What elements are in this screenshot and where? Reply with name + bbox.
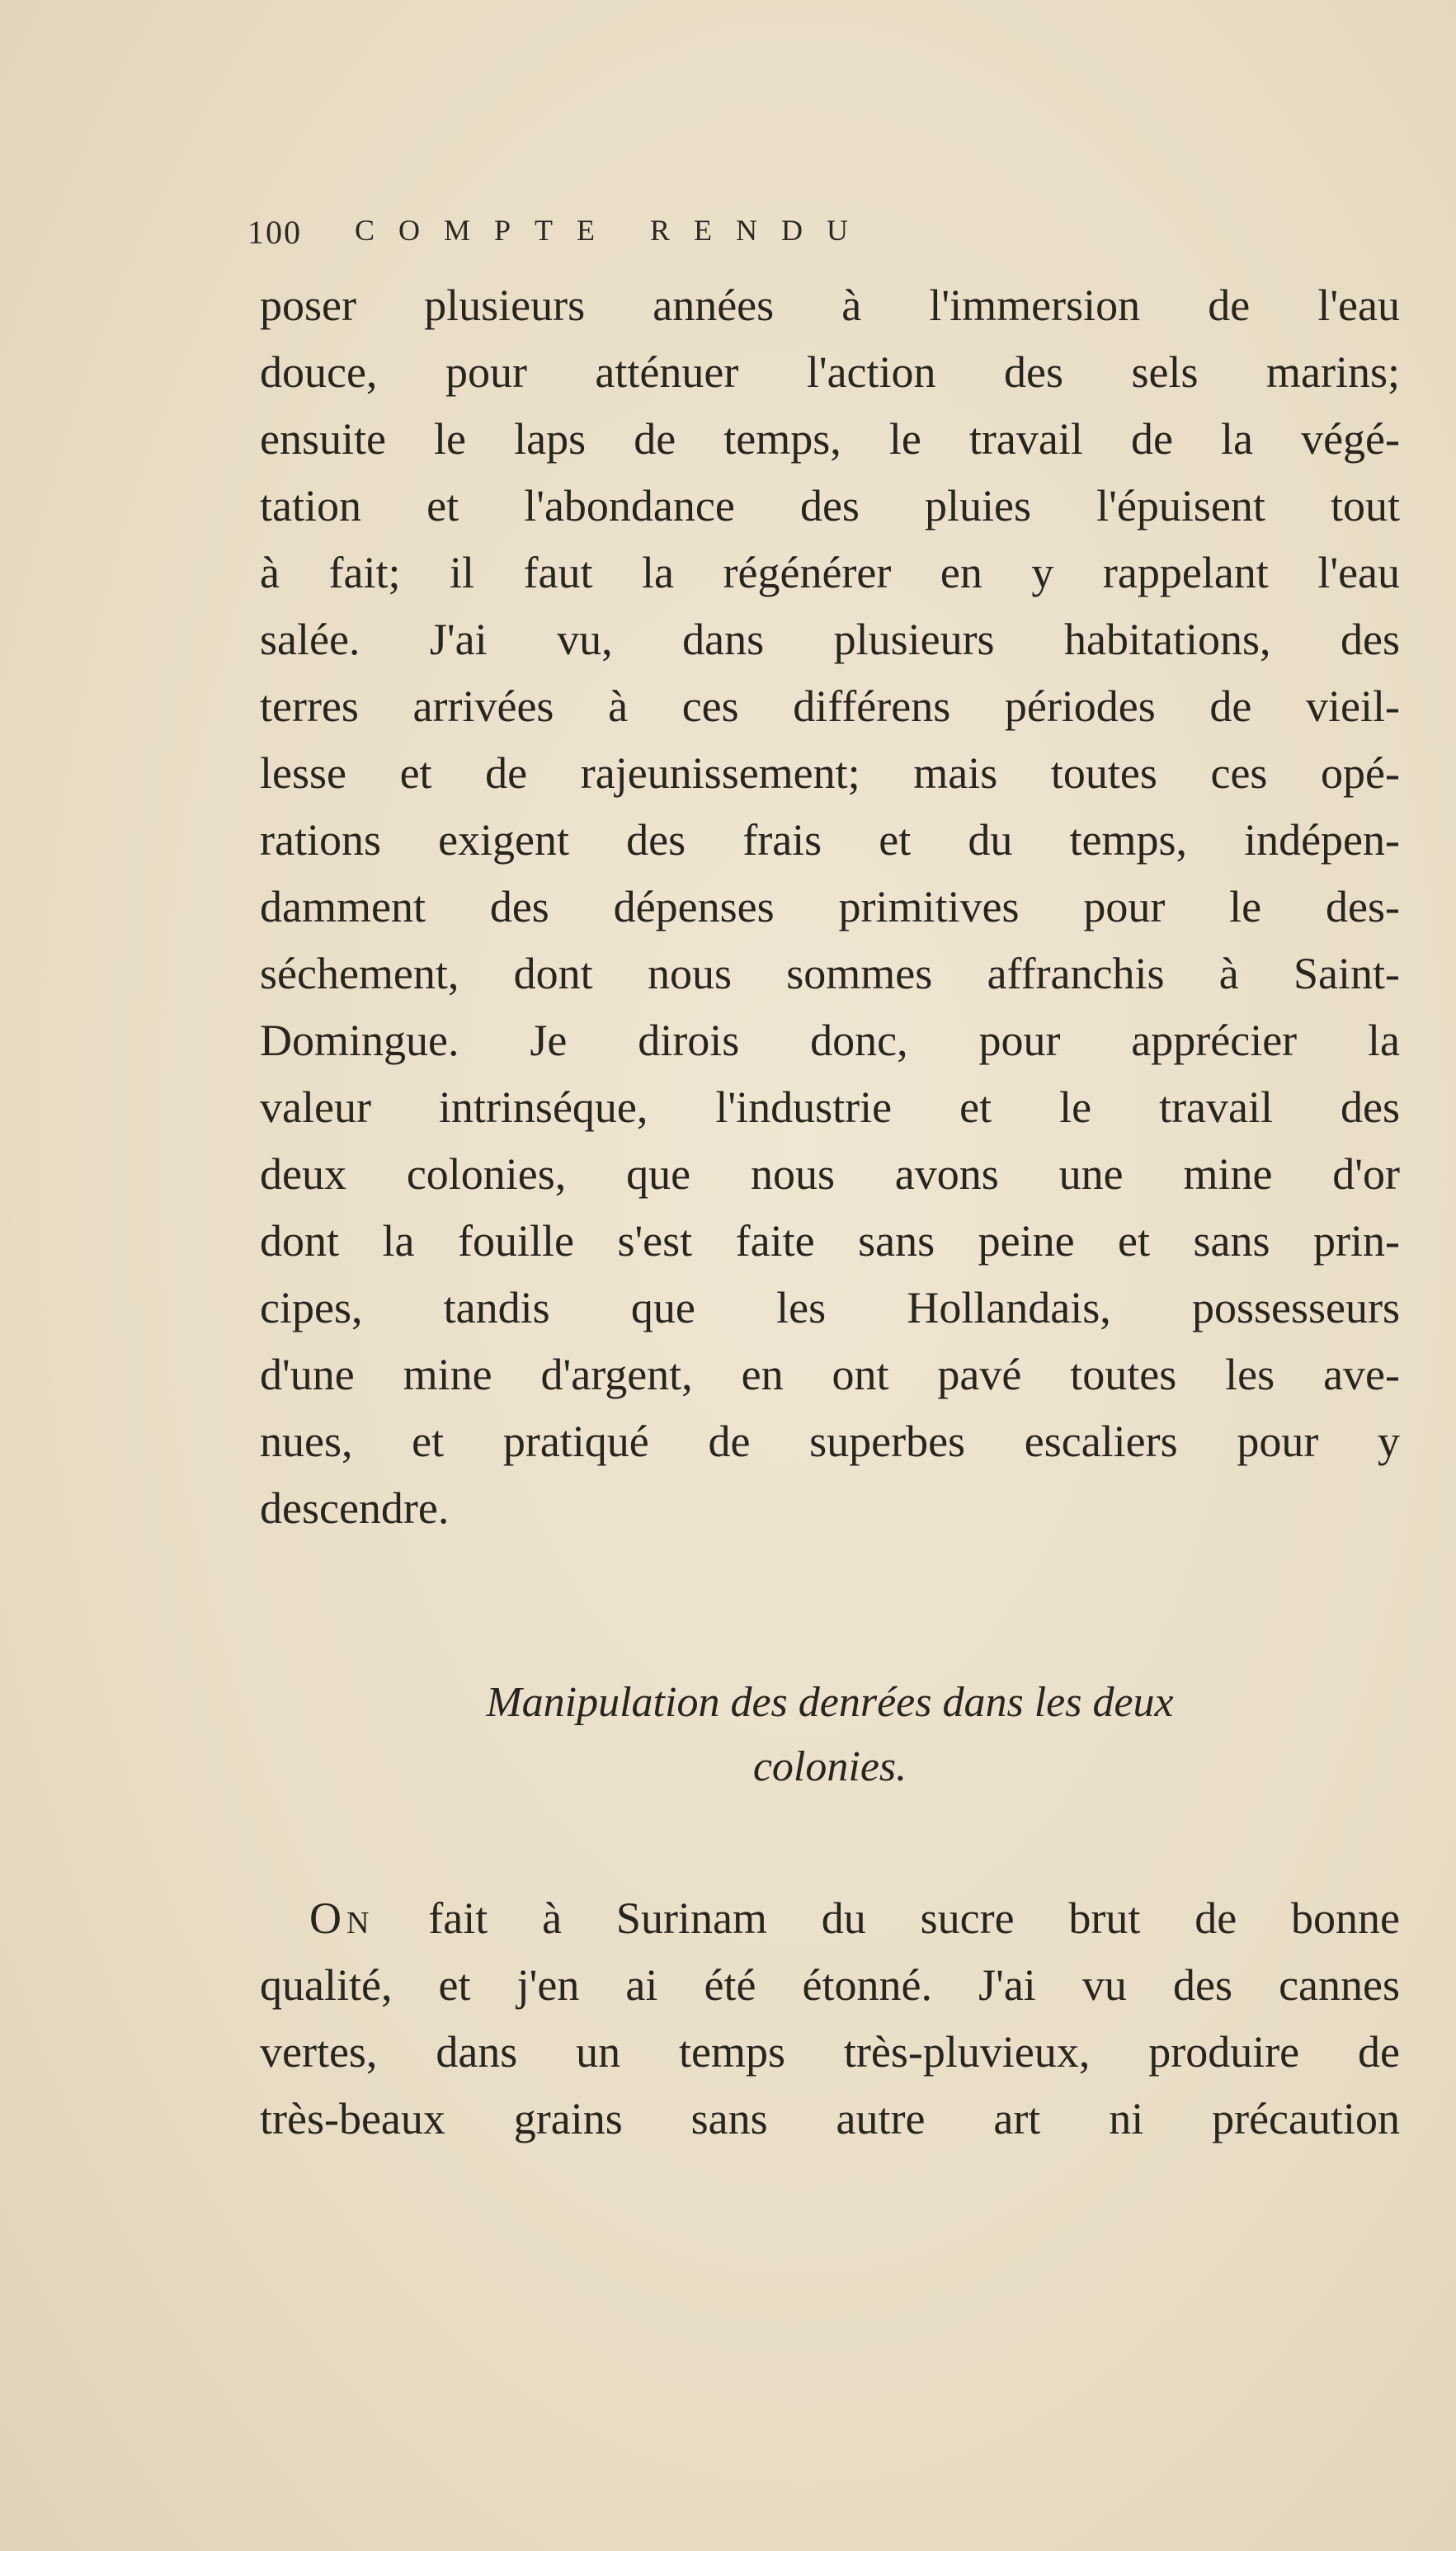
text-line: qualité, et j'en ai été étonné. J'ai vu des cannes — [260, 1960, 1400, 2010]
running-title: COMPTE RENDU — [355, 214, 873, 247]
text-line: damment des dépenses primitives pour le des- — [260, 882, 1400, 931]
section-heading-line: Manipulation des denrées dans les deux — [486, 1679, 1174, 1726]
paragraph-new — [260, 1885, 1400, 2153]
text-line: douce, pour atténuer l'action des sels marins; — [260, 347, 1400, 397]
text-line: rations exigent des frais et du temps, indépen- — [260, 815, 1400, 865]
section-heading — [260, 1671, 1400, 1799]
text-line: cipes, tandis que les Hollandais, possesseurs — [260, 1283, 1400, 1332]
text-line: poser plusieurs années à l'immersion de l'eau — [260, 281, 1400, 330]
drop-lead: On — [309, 1893, 375, 1943]
text-line-rest: fait à Surinam du sucre brut de bonne — [374, 1893, 1400, 1943]
paragraph-continued — [260, 272, 1400, 1542]
page-number: 100 — [247, 214, 302, 251]
text-line-first — [260, 1885, 1400, 1952]
text-line: à fait; il faut la régénérer en y rappelant l'eau — [260, 548, 1400, 597]
text-line: d'une mine d'argent, en ont pavé toutes les ave- — [260, 1350, 1400, 1399]
text-line: nues, et pratiqué de superbes escaliers pour y — [260, 1417, 1400, 1466]
text-line: Domingue. Je dirois donc, pour apprécier la — [260, 1016, 1400, 1065]
text-line: très-beaux grains sans autre art ni précaution — [260, 2094, 1400, 2143]
running-head — [247, 213, 1155, 262]
text-line: valeur intrinséque, l'industrie et le travail des — [260, 1082, 1400, 1132]
text-line: ensuite le laps de temps, le travail de la végé- — [260, 414, 1400, 464]
text-line: terres arrivées à ces différens périodes de vieil- — [260, 681, 1400, 731]
text-line: séchement, dont nous sommes affranchis à Saint- — [260, 949, 1400, 998]
text-line: deux colonies, que nous avons une mine d'or — [260, 1149, 1400, 1199]
text-line: vertes, dans un temps très-pluvieux, produire de — [260, 2027, 1400, 2077]
text-line: salée. J'ai vu, dans plusieurs habitations, des — [260, 615, 1400, 664]
text-line: descendre. — [260, 1483, 450, 1533]
text-line: dont la fouille s'est faite sans peine et sans prin- — [260, 1216, 1400, 1266]
text-line: lesse et de rajeunissement; mais toutes ces opé- — [260, 748, 1400, 798]
section-heading-line: colonies. — [752, 1743, 907, 1790]
text-line: tation et l'abondance des pluies l'épuisent tout — [260, 481, 1400, 530]
